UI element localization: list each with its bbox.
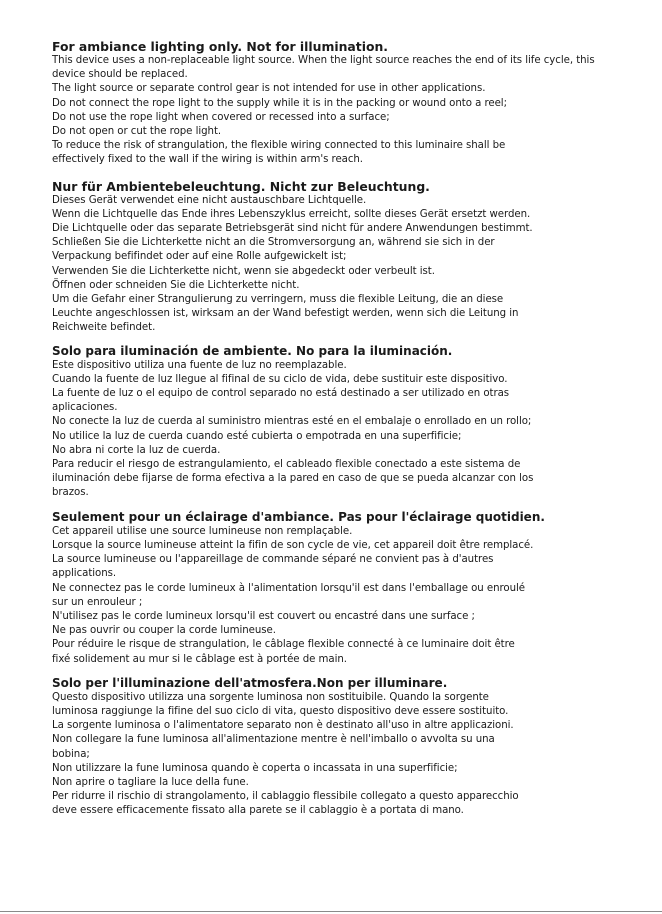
- text-line: bobina;: [52, 748, 90, 760]
- text-line: Este dispositivo utiliza una fuente de luz no reemplazable.: [52, 359, 347, 371]
- section-spanish: [52, 344, 652, 501]
- section-german: [52, 179, 652, 336]
- text-line: Non collegare la fune luminosa all'alimentazione mentre è nell'imballo o avvolta su una: [52, 734, 495, 746]
- text-line: Per ridurre il rischio di strangolamento, il cablaggio flessibile collegato a questo apparecchio: [52, 791, 519, 803]
- text-line: fixé solidement au mur si le câblage est à portée de main.: [52, 653, 347, 665]
- text-line: Reichweite befindet.: [52, 322, 156, 334]
- section-heading: For ambiance lighting only. Not for illumination.: [52, 39, 388, 54]
- text-line: No abra ni corte la luz de cuerda.: [52, 444, 221, 456]
- text-line: Dieses Gerät verwendet eine nicht austauschbare Lichtquelle.: [52, 194, 367, 206]
- text-line: sur un enrouleur ;: [52, 596, 143, 608]
- text-line: iluminación debe fijarse de forma efectiva a la pared en caso de que se pueda alcanzar con los: [52, 473, 534, 485]
- text-line: Leuchte angeschlossen ist, wirksam an der Wand befestigt werden, wenn sich die Leitung in: [52, 308, 519, 320]
- text-line: Cuando la fuente de luz llegue al fifinal de su ciclo de vida, debe sustituir este dispositivo.: [52, 373, 508, 385]
- section-english: [52, 39, 652, 168]
- section-french: [52, 510, 652, 667]
- text-line: aplicaciones.: [52, 402, 118, 414]
- section-italian: [52, 676, 652, 819]
- text-line: Do not use the rope light when covered or recessed into a surface;: [52, 111, 390, 123]
- section-heading: Nur für Ambientebeleuchtung. Nicht zur Beleuchtung.: [52, 178, 430, 194]
- text-line: brazos.: [52, 487, 89, 499]
- text-line: La sorgente luminosa o l'alimentatore separato non è destinato all'uso in altre applicazioni.: [52, 720, 514, 732]
- text-line: luminosa raggiunge la fifine del suo ciclo di vita, questo dispositivo deve essere sostituito.: [52, 705, 509, 717]
- text-line: Schließen Sie die Lichterkette nicht an die Stromversorgung an, während sie sich in der: [52, 237, 495, 249]
- text-line: Para reducir el riesgo de estrangulamiento, el cableado flexible conectado a este sistema de: [52, 459, 521, 471]
- text-line: Wenn die Lichtquelle das Ende ihres Lebenszyklus erreicht, sollte dieses Gerät ersetzt werden.: [52, 208, 531, 220]
- text-line: applications.: [52, 568, 117, 580]
- text-line: Questo dispositivo utilizza una sorgente luminosa non sostituibile. Quando la sorgente: [52, 691, 489, 703]
- text-line: La fuente de luz o el equipo de control separado no está destinado a ser utilizado en otras: [52, 388, 510, 400]
- text-line: Non utilizzare la fune luminosa quando è coperta o incassata in una superfificie;: [52, 762, 458, 774]
- warning-document: [52, 39, 652, 819]
- text-line: La source lumineuse ou l'appareillage de commande séparé ne convient pas à d'autres: [52, 554, 494, 566]
- text-line: Öffnen oder schneiden Sie die Lichterkette nicht.: [52, 279, 300, 291]
- text-line: Cet appareil utilise une source lumineuse non remplaçable.: [52, 525, 353, 537]
- section-heading: Seulement pour un éclairage d'ambiance. Pas pour l'éclairage quotidien.: [52, 509, 545, 524]
- text-line: N'utilisez pas le corde lumineux lorsqu'il est couvert ou encastré dans une surface ;: [52, 610, 475, 622]
- text-line: Lorsque la source lumineuse atteint la fifin de son cycle de vie, cet appareil doit être remplacé.: [52, 539, 534, 551]
- section-heading: Solo per l'illuminazione dell'atmosfera.Non per illuminare.: [52, 675, 448, 690]
- text-line: This device uses a non-replaceable light source. When the light source reaches the end of its life cycle, this: [52, 55, 595, 66]
- text-line: Non aprire o tagliare la luce della fune.: [52, 776, 249, 788]
- text-line: Do not connect the rope light to the supply while it is in the packing or wound onto a reel;: [52, 97, 507, 109]
- section-heading: Solo para iluminación de ambiente. No para la iluminación.: [52, 343, 453, 358]
- text-line: device should be replaced.: [52, 69, 188, 81]
- text-line: effectively fixed to the wall if the wiring is within arm's reach.: [52, 154, 363, 166]
- text-line: To reduce the risk of strangulation, the flexible wiring connected to this luminaire shall be: [52, 140, 506, 152]
- text-line: No conecte la luz de cuerda al suministro mientras esté en el embalaje o enrollado en un rollo;: [52, 416, 532, 428]
- text-line: The light source or separate control gear is not intended for use in other applications.: [52, 83, 486, 95]
- text-line: Die Lichtquelle oder das separate Betriebsgerät sind nicht für andere Anwendungen bestimmt.: [52, 223, 533, 235]
- text-line: Pour réduire le risque de strangulation, le câblage flexible connecté à ce luminaire doit être: [52, 639, 515, 651]
- page-bottom-divider: [0, 911, 662, 912]
- text-line: Ne pas ouvrir ou couper la corde lumineuse.: [52, 625, 276, 637]
- text-line: deve essere efficacemente fissato alla parete se il cablaggio è a portata di mano.: [52, 805, 464, 817]
- text-line: Verwenden Sie die Lichterkette nicht, wenn sie abgedeckt oder verbeult ist.: [52, 265, 435, 277]
- text-line: Um die Gefahr einer Strangulierung zu verringern, muss die flexible Leitung, die an diese: [52, 294, 504, 306]
- text-line: Do not open or cut the rope light.: [52, 126, 222, 138]
- text-line: No utilice la luz de cuerda cuando esté cubierta o empotrada en una superfificie;: [52, 430, 462, 442]
- text-line: Verpackung befifindet oder auf eine Rolle aufgewickelt ist;: [52, 251, 347, 263]
- text-line: Ne connectez pas le corde lumineux à l'alimentation lorsqu'il est dans l'emballage ou enroulé: [52, 582, 526, 594]
